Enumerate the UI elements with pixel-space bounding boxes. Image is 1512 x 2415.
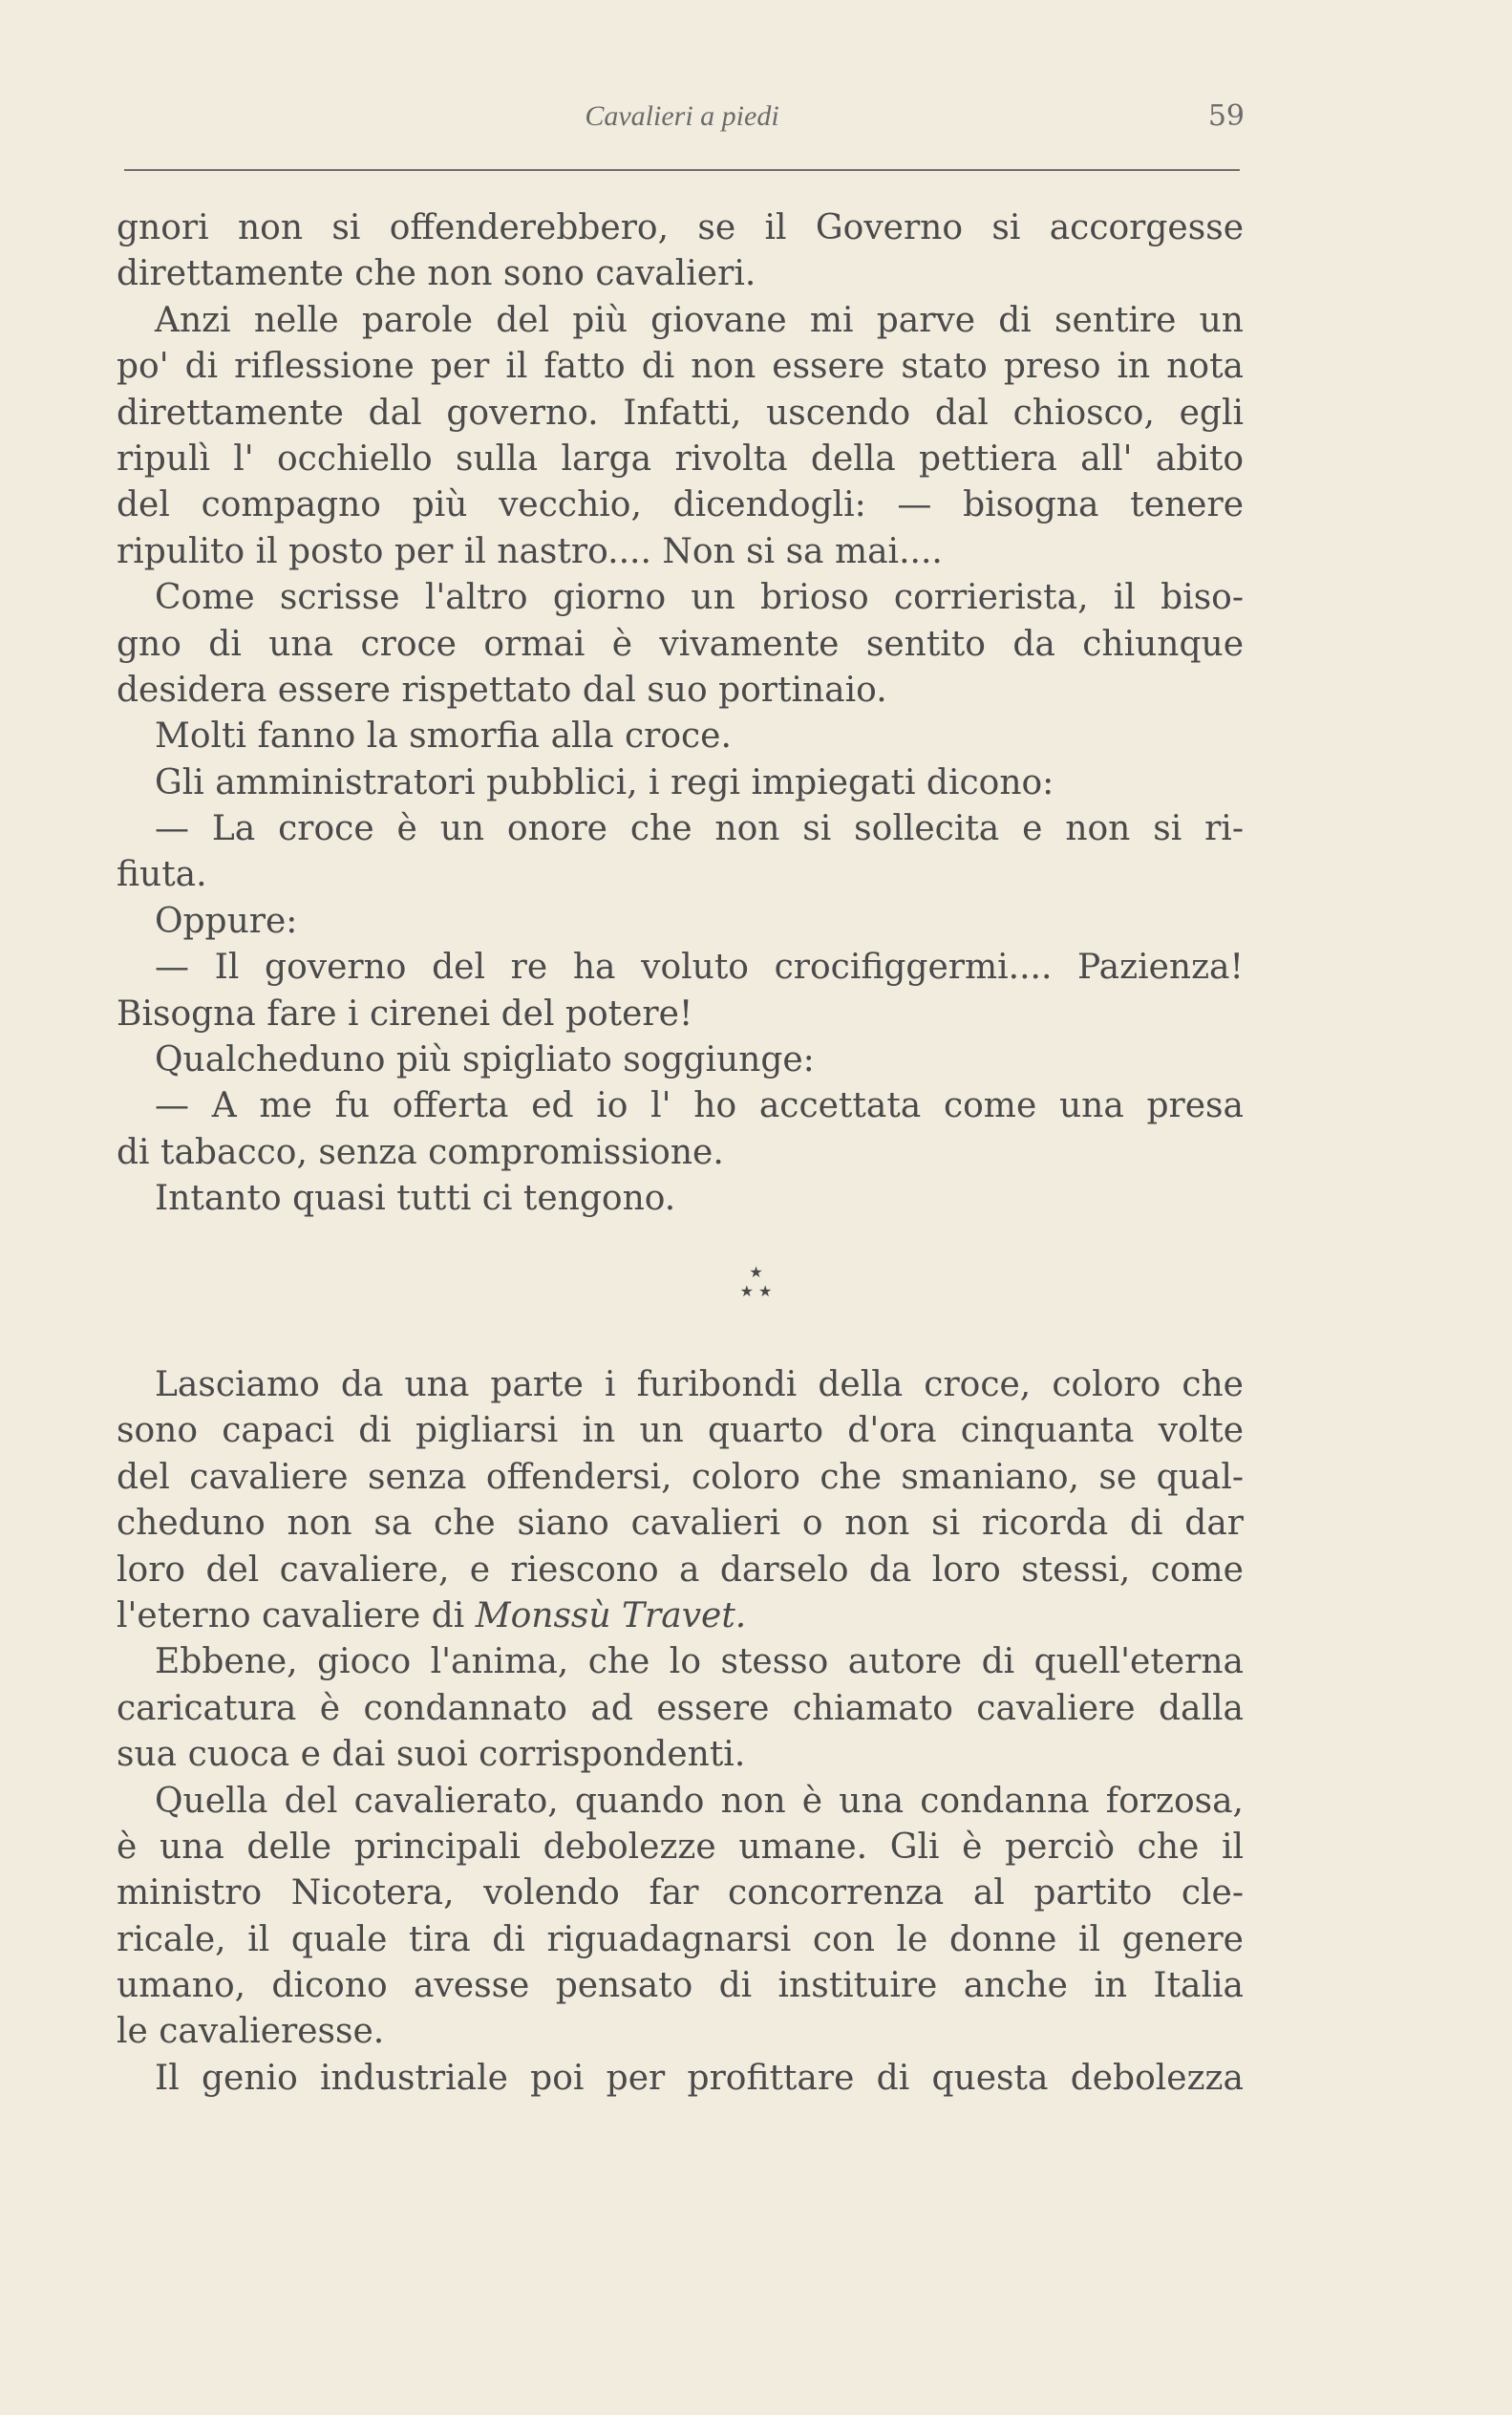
- text-section-2: [117, 1362, 1244, 2102]
- text-line: loro del cavaliere, e riescono a darselo da loro stessi, come: [117, 1549, 1244, 1590]
- text-line: Quella del cavalierato, quando non è una condanna forzosa,: [155, 1781, 1244, 1821]
- text-line: le cavalieresse.: [117, 2012, 385, 2052]
- text-line: — La croce è un onore che non si sollecita e non si ri-: [155, 809, 1244, 849]
- section-asterism: [0, 1263, 1512, 1301]
- text-line: Oppure:: [155, 901, 298, 941]
- text-line: Molti fanno la smorfia alla croce.: [155, 716, 732, 757]
- text-line: di tabacco, senza compromissione.: [117, 1132, 724, 1172]
- text-line: desidera essere rispettato dal suo portinaio.: [117, 670, 887, 710]
- text-line: ripulito il posto per il nastro.... Non si sa mai....: [117, 531, 943, 571]
- text-line: sono capaci di pigliarsi in un quarto d'ora cinquanta volte: [117, 1411, 1244, 1451]
- text-line: [117, 1593, 1244, 1639]
- text-line: gno di una croce ormai è vivamente sentito da chiunque: [117, 624, 1244, 664]
- text-line: po' di riflessione per il fatto di non essere stato preso in nota: [117, 347, 1244, 387]
- running-title: Cavalieri a piedi: [585, 100, 779, 132]
- text-line: Il genio industriale poi per profittare di questa debolezza: [155, 2058, 1244, 2098]
- text-line: direttamente che non sono cavalieri.: [117, 254, 756, 294]
- text-line: — A me fu offerta ed io l' ho accettata come una presa: [155, 1086, 1244, 1126]
- page-header: [119, 96, 1245, 143]
- text-line: ripulì l' occhiello sulla larga rivolta della pettiera all' abito: [117, 438, 1244, 479]
- text-line: del cavaliere senza offendersi, coloro che smaniano, se qual-: [117, 1457, 1244, 1497]
- page-number: 59: [1207, 99, 1245, 133]
- text-line: fiuta.: [117, 855, 207, 895]
- text-line: direttamente dal governo. Infatti, uscendo dal chiosco, egli: [117, 393, 1244, 433]
- text-line: cheduno non sa che siano cavalieri o non si ricorda di dar: [117, 1504, 1244, 1544]
- text-section-1: [117, 205, 1244, 1223]
- text-line: caricatura è condannato ad essere chiamato cavaliere dalla: [117, 1688, 1244, 1728]
- text-line: gnori non si offenderebbero, se il Governo si accorgesse: [117, 208, 1244, 247]
- header-rule: [124, 169, 1240, 171]
- text-line: ministro Nicotera, volendo far concorrenza al partito cle-: [117, 1873, 1244, 1913]
- asterism-bottom-stars: ★ ★: [739, 1282, 773, 1300]
- text-line-part: l'eterno cavaliere di: [117, 1595, 476, 1635]
- text-line: Bisogna fare i cirenei del potere!: [117, 994, 693, 1034]
- text-line: Come scrisse l'altro giorno un brioso corrierista, il biso-: [155, 578, 1244, 618]
- text-line: Gli amministratori pubblici, i regi impiegati dicono:: [155, 762, 1054, 802]
- text-line: Anzi nelle parole del più giovane mi parve di sentire un: [155, 300, 1244, 340]
- text-line: ricale, il quale tira di riguadagnarsi con le donne il genere: [117, 1919, 1244, 1959]
- text-line: umano, dicono avesse pensato di instituire anche in Italia: [117, 1966, 1244, 2006]
- asterism-top-star: ★: [749, 1263, 763, 1281]
- text-line: Intanto quasi tutti ci tengono.: [155, 1179, 676, 1219]
- text-line: — Il governo del re ha voluto crocifiggermi.... Pazienza!: [155, 948, 1244, 988]
- text-line: Ebbene, gioco l'anima, che lo stesso autore di quell'eterna: [155, 1642, 1244, 1682]
- text-line: Qualcheduno più spigliato soggiunge:: [155, 1040, 815, 1080]
- text-line: Lasciamo da una parte i furibondi della croce, coloro che: [155, 1365, 1244, 1404]
- italic-title: Monssù Travet.: [475, 1595, 747, 1635]
- text-line: sua cuoca e dai suoi corrispondenti.: [117, 1735, 746, 1775]
- text-line: del compagno più vecchio, dicendogli: — bisogna tenere: [117, 485, 1244, 525]
- text-line: è una delle principali debolezze umane. Gli è perciò che il: [117, 1827, 1244, 1867]
